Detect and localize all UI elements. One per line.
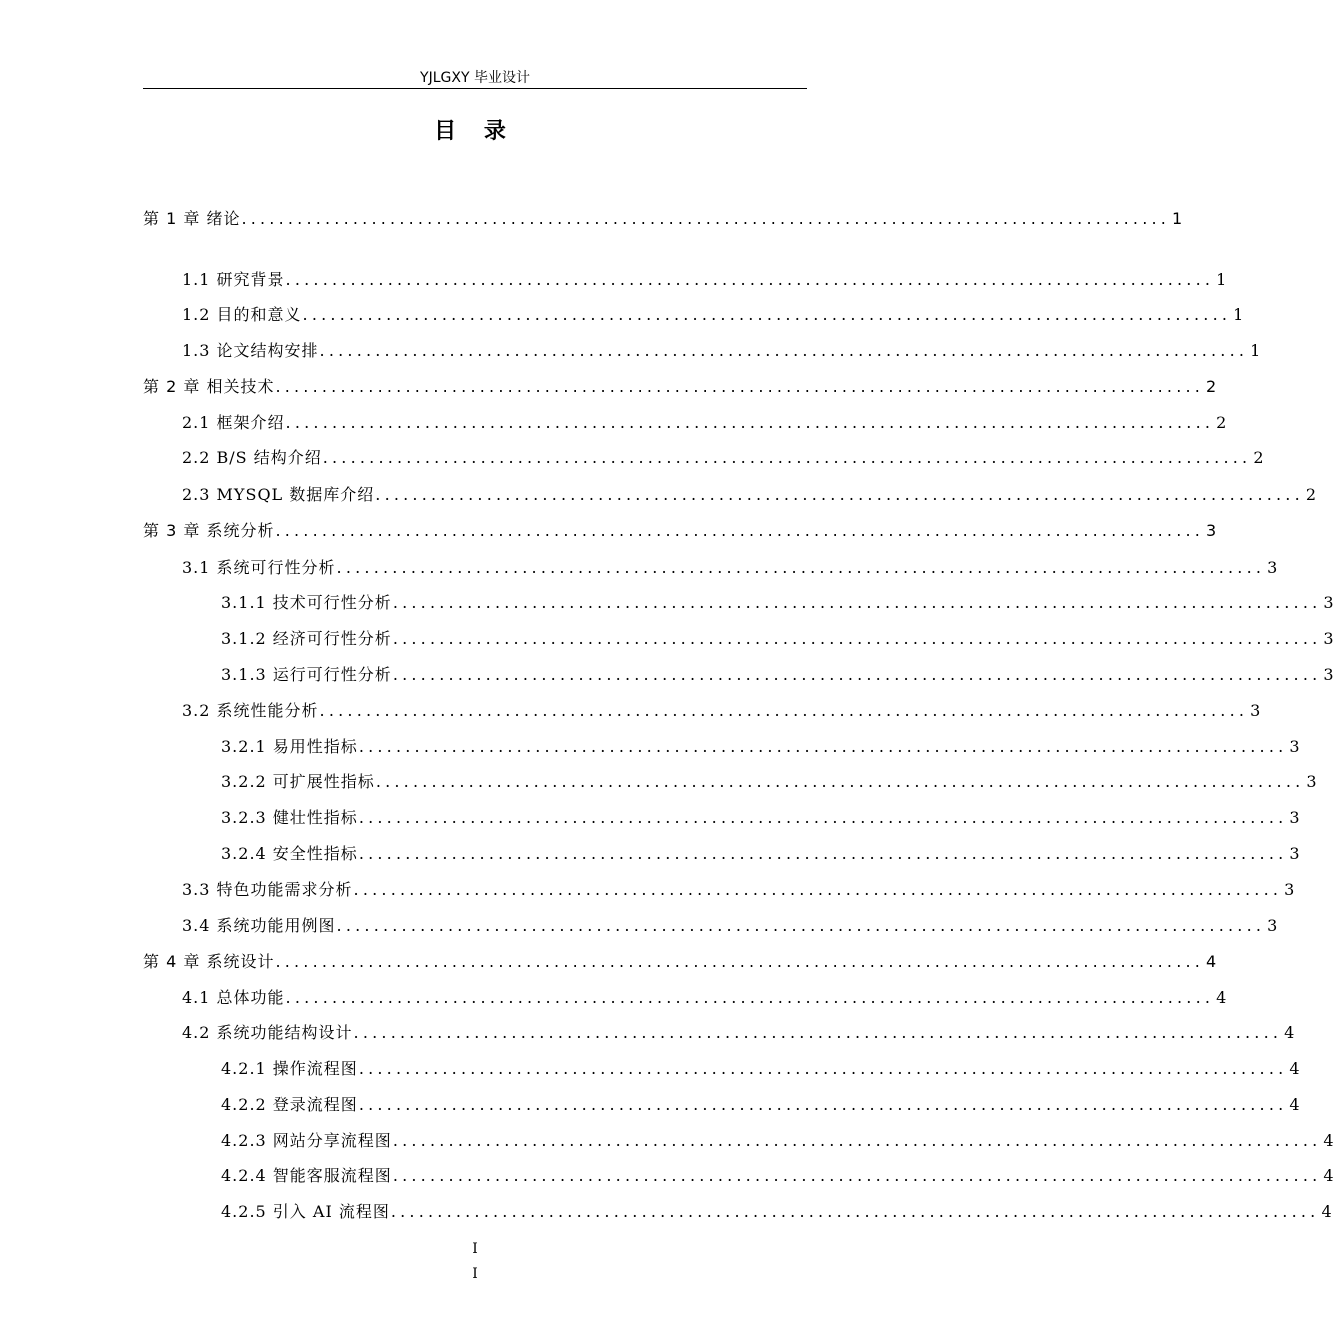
toc-leader-dots: .................................................................................................... [336,558,1266,577]
toc-entry-section-3-2[interactable] [182,699,1261,723]
toc-leader-dots: .................................................................................................... [275,952,1205,971]
toc-entry-chapter-3[interactable] [143,519,1217,543]
toc-page-number: 2 [1253,448,1264,467]
toc-page-number: 4 [1284,1023,1295,1042]
toc-leader-dots: .................................................................................................... [285,413,1215,432]
toc-entry-section-2-2[interactable] [182,446,1264,470]
toc-leader-dots: .................................................................................................... [392,593,1322,612]
toc-leader-dots: .................................................................................................... [375,772,1305,791]
toc-page-number: 3 [1250,701,1261,720]
toc-page-number: 3 [1289,808,1300,827]
toc-entry-section-1-2[interactable] [182,303,1244,327]
toc-entry-text: 3.2.1 易用性指标 [221,737,358,756]
toc-leader-dots: .................................................................................................... [319,701,1249,720]
toc-page-number: 1 [1233,305,1244,324]
running-header: YJLGXY 毕业设计 [420,70,530,86]
toc-leader-dots: .................................................................................................... [275,521,1205,540]
toc-leader-dots: .................................................................................................... [358,737,1288,756]
header-divider [143,88,807,89]
toc-page-number: 4 [1289,1095,1300,1114]
toc-entry-text: 2.3 MYSQL 数据库介绍 [182,485,375,504]
toc-entry-section-2-1[interactable] [182,411,1227,435]
toc-page-number: 1 [1250,341,1261,360]
footer-page-number-secondary: I [472,1266,478,1282]
toc-leader-dots: .................................................................................................... [285,270,1215,289]
toc-entry-text: 2.2 B/S 结构介绍 [182,448,322,467]
toc-entry-section-3-2-4[interactable] [221,842,1300,866]
toc-page-number: 3 [1323,629,1334,648]
toc-page-number: 4 [1321,1202,1332,1221]
toc-title: 目 录 [434,119,516,144]
toc-entry-chapter-4[interactable] [143,950,1217,974]
toc-leader-dots: .................................................................................................... [358,844,1288,863]
toc-entry-text: 3.2.2 可扩展性指标 [221,772,375,791]
toc-leader-dots: .................................................................................................... [392,629,1322,648]
toc-leader-dots: .................................................................................................... [275,377,1205,396]
toc-entry-text: 4.2.1 操作流程图 [221,1059,358,1078]
toc-page-number: 3 [1267,916,1278,935]
toc-entry-text: 3.4 系统功能用例图 [182,916,336,935]
toc-page-number: 4 [1206,952,1217,971]
toc-page-number: 3 [1289,844,1300,863]
toc-leader-dots: .................................................................................................... [358,1095,1288,1114]
toc-entry-text: 第 1 章 绪论 [143,209,241,228]
toc-leader-dots: .................................................................................................... [241,209,1171,228]
toc-page-number: 1 [1172,209,1183,228]
toc-page-number: 4 [1289,1059,1300,1078]
toc-entry-text: 4.2.3 网站分享流程图 [221,1131,392,1150]
toc-page-number: 4 [1323,1131,1334,1150]
toc-entry-text: 2.1 框架介绍 [182,413,285,432]
toc-leader-dots: .................................................................................................... [392,1131,1322,1150]
toc-page-number: 2 [1305,485,1317,504]
toc-entry-section-3-4[interactable] [182,914,1278,938]
toc-leader-dots: .................................................................................................... [392,1166,1322,1185]
toc-leader-dots: .................................................................................................... [390,1202,1320,1221]
toc-leader-dots: .................................................................................................... [358,808,1288,827]
toc-page-number: 3 [1323,665,1334,684]
toc-leader-dots: .................................................................................................... [322,448,1252,467]
toc-entry-text: 1.3 论文结构安排 [182,341,319,360]
toc-entry-text: 3.1.3 运行可行性分析 [221,665,392,684]
toc-page-number: 2 [1206,377,1217,396]
toc-entry-text: 3.2.3 健壮性指标 [221,808,358,827]
toc-page-number: 3 [1284,880,1295,899]
toc-entry-text: 1.1 研究背景 [182,270,285,289]
toc-entry-section-4-2-5[interactable] [221,1200,1332,1224]
toc-entry-text: 第 3 章 系统分析 [143,521,275,540]
toc-page-number: 1 [1216,270,1227,289]
toc-leader-dots: .................................................................................................... [302,305,1232,324]
toc-leader-dots: .................................................................................................... [319,341,1249,360]
toc-page-number: 3 [1323,593,1334,612]
toc-entry-section-3-1-2[interactable] [221,627,1334,651]
toc-entry-section-4-2-1[interactable] [221,1057,1300,1081]
toc-entry-text: 3.1 系统可行性分析 [182,558,336,577]
toc-page-number: 2 [1216,413,1227,432]
toc-entry-section-4-2-2[interactable] [221,1093,1300,1117]
toc-entry-section-1-1[interactable] [182,268,1227,292]
toc-entry-section-3-2-2[interactable] [221,770,1317,794]
toc-page-number: 3 [1206,521,1217,540]
toc-entry-text: 3.2.4 安全性指标 [221,844,358,863]
toc-page-number: 3 [1289,737,1300,756]
toc-entry-text: 3.3 特色功能需求分析 [182,880,353,899]
toc-entry-section-4-1[interactable] [182,986,1227,1010]
toc-entry-section-1-3[interactable] [182,339,1261,363]
toc-leader-dots: .................................................................................................... [353,1023,1283,1042]
toc-entry-text: 第 2 章 相关技术 [143,377,275,396]
toc-entry-chapter-2[interactable] [143,375,1217,399]
toc-entry-section-3-2-1[interactable] [221,735,1300,759]
toc-entry-text: 3.2 系统性能分析 [182,701,319,720]
toc-leader-dots: .................................................................................................... [392,665,1322,684]
toc-entry-text: 1.2 目的和意义 [182,305,302,324]
toc-page-number: 3 [1267,558,1278,577]
toc-page-number: 4 [1216,988,1227,1007]
toc-entry-section-4-2-3[interactable] [221,1129,1334,1153]
toc-entry-section-3-1-1[interactable] [221,591,1334,615]
toc-entry-section-2-3[interactable] [182,483,1317,507]
toc-leader-dots: .................................................................................................... [358,1059,1288,1078]
toc-entry-section-3-2-3[interactable] [221,806,1300,830]
toc-leader-dots: .................................................................................................... [336,916,1266,935]
toc-page-number: 4 [1323,1166,1334,1185]
toc-entry-section-3-1-3[interactable] [221,663,1334,687]
toc-entry-chapter-1[interactable] [143,207,1183,231]
toc-entry-section-3-1[interactable] [182,556,1278,580]
toc-entry-text: 4.2.5 引入 AI 流程图 [221,1202,390,1221]
toc-entry-text: 4.2.2 登录流程图 [221,1095,358,1114]
toc-entry-text: 4.1 总体功能 [182,988,285,1007]
toc-entry-text: 第 4 章 系统设计 [143,952,275,971]
toc-leader-dots: .................................................................................................... [375,485,1304,504]
footer-page-number: I [472,1241,478,1257]
toc-entry-text: 4.2 系统功能结构设计 [182,1023,353,1042]
toc-entry-section-4-2[interactable] [182,1021,1295,1045]
toc-leader-dots: .................................................................................................... [353,880,1283,899]
toc-entry-text: 3.1.2 经济可行性分析 [221,629,392,648]
toc-page-number: 3 [1306,772,1317,791]
toc-entry-section-3-3[interactable] [182,878,1295,902]
toc-entry-section-4-2-4[interactable] [221,1164,1334,1188]
toc-leader-dots: .................................................................................................... [285,988,1215,1007]
toc-entry-text: 3.1.1 技术可行性分析 [221,593,392,612]
toc-entry-text: 4.2.4 智能客服流程图 [221,1166,392,1185]
